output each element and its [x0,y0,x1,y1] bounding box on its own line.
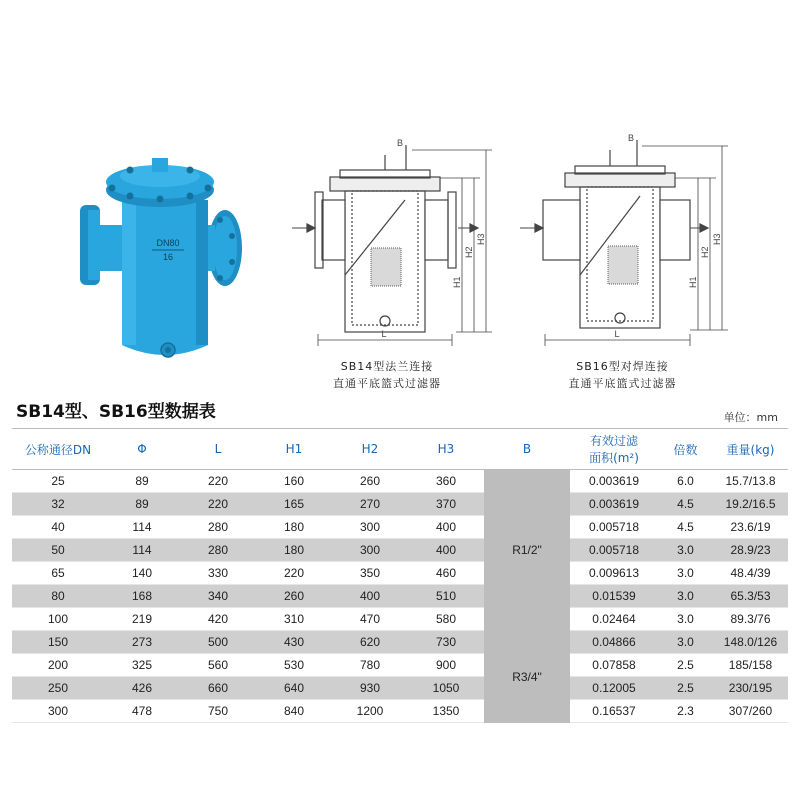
table-cell: 23.6/19 [713,516,788,539]
sb14-dim-l: L [381,329,387,339]
sb16-caption [555,358,690,392]
table-header-row [12,429,788,470]
table-cell: 370 [408,493,484,516]
table-cell: 420 [180,608,256,631]
table-cell: 1200 [332,700,408,723]
table-cell: 0.07858 [570,654,658,677]
table-cell: 0.005718 [570,539,658,562]
table-cell: 360 [408,470,484,493]
table-cell: 6.0 [658,470,713,493]
spec-table [12,428,788,723]
table-cell: 0.01539 [570,585,658,608]
table-cell: 114 [104,539,180,562]
sb16-dim-l: L [614,329,620,339]
strainer-3d-illustration [80,158,242,357]
table-cell: 310 [256,608,332,631]
sb14-dim-b: B [396,138,404,148]
table-cell: 900 [408,654,484,677]
table-cell: 0.04866 [570,631,658,654]
table-cell: 180 [256,516,332,539]
table-cell: 165 [256,493,332,516]
table-cell: 340 [180,585,256,608]
table-cell: 500 [180,631,256,654]
table-cell: 0.12005 [570,677,658,700]
header-h3: H3 [408,429,484,470]
table-cell: 150 [12,631,104,654]
table-cell: 0.16537 [570,700,658,723]
table-cell: 220 [180,493,256,516]
table-cell: 40 [12,516,104,539]
table-cell: 330 [180,562,256,585]
table-title: SB14型、SB16型数据表 [16,402,216,422]
table-cell: 15.7/13.8 [713,470,788,493]
body-label-dn: DN80 [156,238,180,248]
table-cell: 2.3 [658,700,713,723]
sb14-caption [322,358,452,392]
table-cell: 280 [180,516,256,539]
sb16-caption-line2: 直通平底篮式过滤器 [568,377,677,390]
table-cell: 640 [256,677,332,700]
table-cell: 840 [256,700,332,723]
table-cell: 0.003619 [570,470,658,493]
table-cell: 200 [12,654,104,677]
b-cell-r3-4: R3/4" [484,631,570,723]
sb16-dim-h3: H3 [712,233,722,245]
table-cell: 580 [408,608,484,631]
table-cell: 530 [256,654,332,677]
sb14-dim-h1: H1 [452,276,462,288]
table-cell: 2.5 [658,654,713,677]
table-cell: 4.5 [658,493,713,516]
table-cell: 48.4/39 [713,562,788,585]
table-cell: 89 [104,493,180,516]
table-cell: 89.3/76 [713,608,788,631]
unit-label: 单位：mm [723,411,778,424]
table-cell: 180 [256,539,332,562]
table-cell: 250 [12,677,104,700]
table-cell: 620 [332,631,408,654]
table-cell: 300 [332,516,408,539]
b-cell-r1-2: R1/2" [484,470,570,631]
table-cell: 100 [12,608,104,631]
table-cell: 478 [104,700,180,723]
table-cell: 400 [332,585,408,608]
header-h2: H2 [332,429,408,470]
table-cell: 0.02464 [570,608,658,631]
header-filter-area-line1: 有效过滤 [589,434,638,448]
table-cell: 325 [104,654,180,677]
table-cell: 3.0 [658,585,713,608]
table-row [12,539,788,562]
table-cell: 1050 [408,677,484,700]
table-cell: 4.5 [658,516,713,539]
table-cell: 65.3/53 [713,585,788,608]
table-cell: 260 [332,470,408,493]
table-cell: 660 [180,677,256,700]
sb16-dim-h2: H2 [700,246,710,258]
table-row [12,562,788,585]
table-cell: 65 [12,562,104,585]
table-cell: 89 [104,470,180,493]
table-cell: 3.0 [658,631,713,654]
table-cell: 19.2/16.5 [713,493,788,516]
table-cell: 2.5 [658,677,713,700]
header-l: L [180,429,256,470]
table-cell: 280 [180,539,256,562]
table-row [12,677,788,700]
table-body [12,470,788,723]
table-cell: 1350 [408,700,484,723]
table-cell: 25 [12,470,104,493]
sb14-technical-drawing [292,145,492,346]
table-cell: 0.005718 [570,516,658,539]
table-cell: 220 [256,562,332,585]
sb14-dim-h3: H3 [476,233,486,245]
table-cell: 750 [180,700,256,723]
header-weight: 重量(kg) [713,429,788,470]
table-row [12,585,788,608]
table-cell: 400 [408,516,484,539]
table-row [12,608,788,631]
header-h1: H1 [256,429,332,470]
table-cell: 3.0 [658,539,713,562]
table-cell: 426 [104,677,180,700]
sb16-technical-drawing [520,140,728,346]
table-cell: 185/158 [713,654,788,677]
table-cell: 400 [408,539,484,562]
table-cell: 148.0/126 [713,631,788,654]
table-row [12,700,788,723]
header-phi: Φ [104,429,180,470]
header-dn: 公称通径DN [12,429,104,470]
table-cell: 470 [332,608,408,631]
table-cell: 350 [332,562,408,585]
table-cell: 780 [332,654,408,677]
table-cell: 300 [12,700,104,723]
table-cell: 3.0 [658,562,713,585]
sb14-caption-line1: SB14型法兰连接 [340,360,434,373]
table-cell: 460 [408,562,484,585]
table-cell: 0.003619 [570,493,658,516]
sb16-dim-b: B [627,133,635,143]
table-cell: 219 [104,608,180,631]
table-cell: 430 [256,631,332,654]
sb14-dim-h2: H2 [464,246,474,258]
table-cell: 80 [12,585,104,608]
header-ratio: 倍数 [658,429,713,470]
table-cell: 273 [104,631,180,654]
table-cell: 0.009613 [570,562,658,585]
table-cell: 230/195 [713,677,788,700]
table-cell: 160 [256,470,332,493]
table-cell: 300 [332,539,408,562]
body-label-pn: 16 [162,252,174,262]
sb16-dim-h1: H1 [688,276,698,288]
table-cell: 260 [256,585,332,608]
table-cell: 220 [180,470,256,493]
table-row [12,493,788,516]
table-row [12,516,788,539]
table-cell: 930 [332,677,408,700]
table-cell: 3.0 [658,608,713,631]
table-cell: 140 [104,562,180,585]
header-filter-area [570,429,658,470]
table-row [12,631,788,654]
table-cell: 32 [12,493,104,516]
header-b: B [484,429,570,470]
table-row [12,654,788,677]
table-cell: 50 [12,539,104,562]
table-cell: 510 [408,585,484,608]
table-cell: 307/260 [713,700,788,723]
table-cell: 560 [180,654,256,677]
table-cell: 270 [332,493,408,516]
table-cell: 730 [408,631,484,654]
table-cell: 114 [104,516,180,539]
table-cell: 168 [104,585,180,608]
table-row [12,470,788,493]
header-filter-area-line2: 面积(m²) [589,451,639,465]
table-cell: 28.9/23 [713,539,788,562]
sb14-caption-line2: 直通平底篮式过滤器 [333,377,441,390]
sb16-caption-line1: SB16型对焊连接 [576,360,669,373]
